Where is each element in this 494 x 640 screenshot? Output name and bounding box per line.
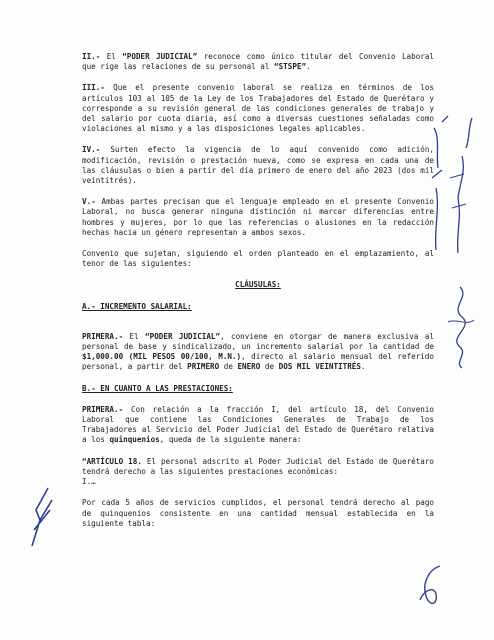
article-18-lead: “ARTÍCULO 18. <box>82 456 142 466</box>
paragraph-v <box>82 197 434 238</box>
clause-b-text-1: Con relación a la fracción I, del artículo 18, del Convenio Laboral que contiene las Condiciones Generales de Trabajo de los Trabajadores al Servicio del Poder Judicial del Estado de Querétaro relativa a los <box>82 404 434 445</box>
quinquenios-paragraph: Por cada 5 años de servicios cumplidos, el personal tendrá derecho al pago de quinquenios consistente en una cantidad mensual establecida en la siguiente tabla: <box>82 498 434 528</box>
paragraph-iv-lead: IV.- <box>82 145 101 155</box>
clause-a-bold-2: $1,000.00 (MIL PESOS 00/100, M.N.) <box>82 352 242 362</box>
clause-a-text-2: , conviene en otorgar de manera exclusiva al personal de base y sindicalizado, un incremento salarial por la cantidad de <box>82 331 434 352</box>
clause-a-text-4: de <box>219 362 238 372</box>
paragraph-ii-text-2: reconoce como único titular del Convenio Laboral que rige las relaciones de su personal al <box>82 52 434 72</box>
article-18-intro <box>82 457 434 477</box>
clause-a-text-1: El <box>123 331 146 341</box>
paragraph-iv-text: Surten efecto la vigencia de lo aquí convenido como adición, modificación, revisión o prestación nueva, como se expresa en cada una de las cláusulas o bien a partir del día primero de enero del año 2023 (dos mil veintitrés). <box>82 145 434 186</box>
paragraph-iii <box>82 83 434 134</box>
clause-a-text-3: , directo al salario mensual del referido personal, a partir del <box>82 352 434 372</box>
margin-signature-bottom-right <box>410 560 450 620</box>
paragraph-ii <box>82 52 434 72</box>
paragraph-ii-text-1: El <box>100 52 123 61</box>
paragraph-iii-text: Que el presente convenio laboral se realiza en términos de los artículos 103 al 105 de la Ley de los Trabajadores del Estado de Querétaro y corresponde a su revisión general de las condiciones generales de trabajo y del salario por cuota diaria, así como a diversas cuestiones señaladas como violaciones al mismo y a las disposiciones legales aplicables. <box>82 83 434 134</box>
paragraph-iv <box>82 145 434 186</box>
clausulas-heading: CLÁUSULAS: <box>235 280 281 290</box>
paragraph-ii-lead: II.- <box>82 52 101 61</box>
paragraph-ii-bold-2: “STSPE” <box>274 62 307 72</box>
paragraph-convenio: Convenio que sujetan, siguiendo el orden planteado en el emplazamiento, al tenor de las siguientes: <box>82 249 434 269</box>
paragraph-iii-lead: III.- <box>82 83 105 93</box>
clause-a-primera <box>82 332 434 373</box>
margin-signature-left <box>26 480 60 550</box>
clause-b-primera <box>82 405 434 446</box>
clause-a-bold-3: PRIMERO <box>187 362 220 372</box>
section-a-heading: A.- INCREMENTO SALARIAL: <box>82 301 192 311</box>
clause-a-primera-lead: PRIMERA.- <box>82 331 124 341</box>
clause-a-bold-4: ENERO <box>237 362 261 372</box>
margin-signature-right-middle <box>440 282 480 372</box>
clause-b-bold-1: quinquenios <box>109 435 160 445</box>
fraction-i: I.… <box>82 477 96 487</box>
clause-a-text-5: de <box>260 362 279 372</box>
paragraph-ii-bold-1: “PODER JUDICIAL” <box>122 52 198 61</box>
paragraph-ii-text-3: . <box>306 62 311 72</box>
paragraph-v-lead: V.- <box>82 197 96 207</box>
section-b-heading: B.- EN CUANTO A LAS PRESTACIONES: <box>82 383 233 393</box>
article-18-text: El personal adscrito al Poder Judicial del Estado de Querétaro tendrá derecho a las siguientes prestaciones económicas: <box>82 456 435 476</box>
paragraph-v-text: Ambas partes precisan que el lenguaje empleado en el presente Convenio Laboral, no busca generar ninguna distinción ni marcar diferencias entre hombres y mujeres, por lo que las referencias o alusiones en la redacción hechas hacia un género representan a ambos sexos. <box>82 197 434 237</box>
clause-a-text-6: . <box>360 362 366 372</box>
clause-b-primera-lead: PRIMERA.- <box>82 404 124 414</box>
document-body <box>82 52 434 529</box>
clause-a-bold-5: DOS MIL VEINTITRÉS <box>278 362 361 372</box>
clause-a-bold-1: “PODER JUDICIAL” <box>145 331 221 341</box>
clause-b-text-2: , queda de la siguiente manera: <box>159 435 302 445</box>
